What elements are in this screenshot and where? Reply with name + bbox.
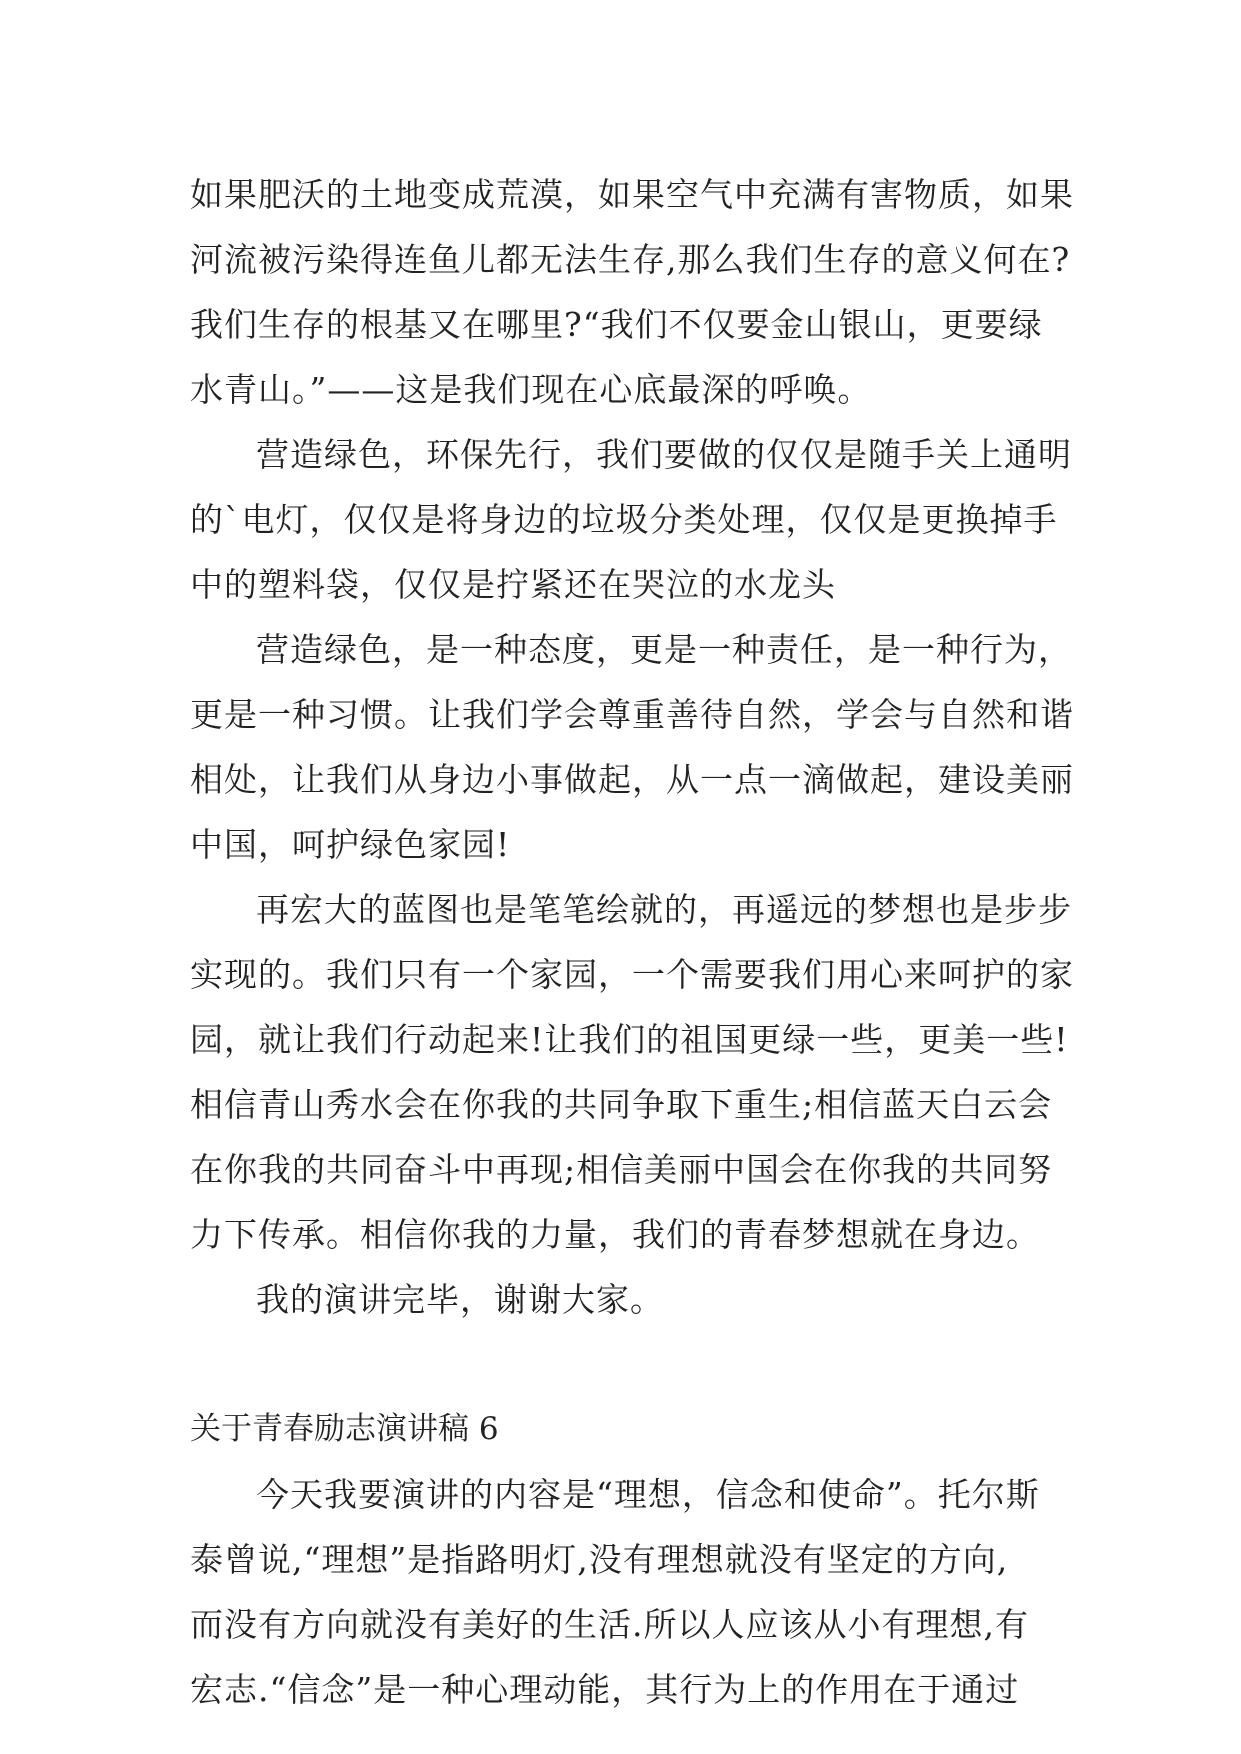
body-line: 更是一种习惯。让我们学会尊重善待自然，学会与自然和谐 [190,695,1074,734]
closing-line: 我的演讲完毕，谢谢大家。 [256,1280,664,1319]
section-spacer [190,1332,1060,1397]
body-line: 水青山。”——这是我们现在心底最深的呼唤。 [190,370,872,409]
body-line: 相处，让我们从身边小事做起，从一点一滴做起，建设美丽 [190,760,1074,799]
body-line: 力下传承。相信你我的力量，我们的青春梦想就在身边。 [190,1215,1040,1254]
body-line: 在你我的共同奋斗中再现;相信美丽中国会在你我的共同努 [190,1150,1053,1189]
paragraph-first-line: 营造绿色，是一种态度，更是一种责任，是一种行为， [256,630,1072,669]
body-line: 宏志.“信念”是一种心理动能，其行为上的作用在于通过 [190,1670,1020,1709]
body-line: 如果肥沃的土地变成荒漠，如果空气中充满有害物质，如果 [190,175,1074,214]
body-line: 而没有方向就没有美好的生活.所以人应该从小有理想,有 [190,1605,1029,1644]
body-line: 园，就让我们行动起来!让我们的祖国更绿一些，更美一些! [190,1020,1069,1059]
body-line: 相信青山秀水会在你我的共同争取下重生;相信蓝天白云会 [190,1085,1053,1124]
document-body [190,162,1074,1722]
body-line: 中的塑料袋，仅仅是拧紧还在哭泣的水龙头 [190,565,836,604]
section-title: 关于青春励志演讲稿 6 [190,1411,499,1447]
paragraph-first-line: 营造绿色，环保先行，我们要做的仅仅是随手关上通明 [256,435,1072,474]
body-line: 我们生存的根基又在哪里?“我们不仅要金山银山，更要绿 [190,305,1043,344]
body-line: 实现的。我们只有一个家园，一个需要我们用心来呵护的家 [190,955,1074,994]
body-line: 的`电灯，仅仅是将身边的垃圾分类处理，仅仅是更换掉手 [190,500,1058,539]
body-line: 中国，呵护绿色家园! [190,825,511,864]
paragraph-first-line: 再宏大的蓝图也是笔笔绘就的，再遥远的梦想也是步步 [256,890,1072,929]
body-line: 泰曾说,“理想”是指路明灯,没有理想就没有坚定的方向, [190,1540,1009,1579]
paragraph-first-line: 今天我要演讲的内容是“理想，信念和使命”。托尔斯 [256,1475,1040,1514]
body-line: 河流被污染得连鱼儿都无法生存,那么我们生存的意义何在? [190,240,1071,279]
